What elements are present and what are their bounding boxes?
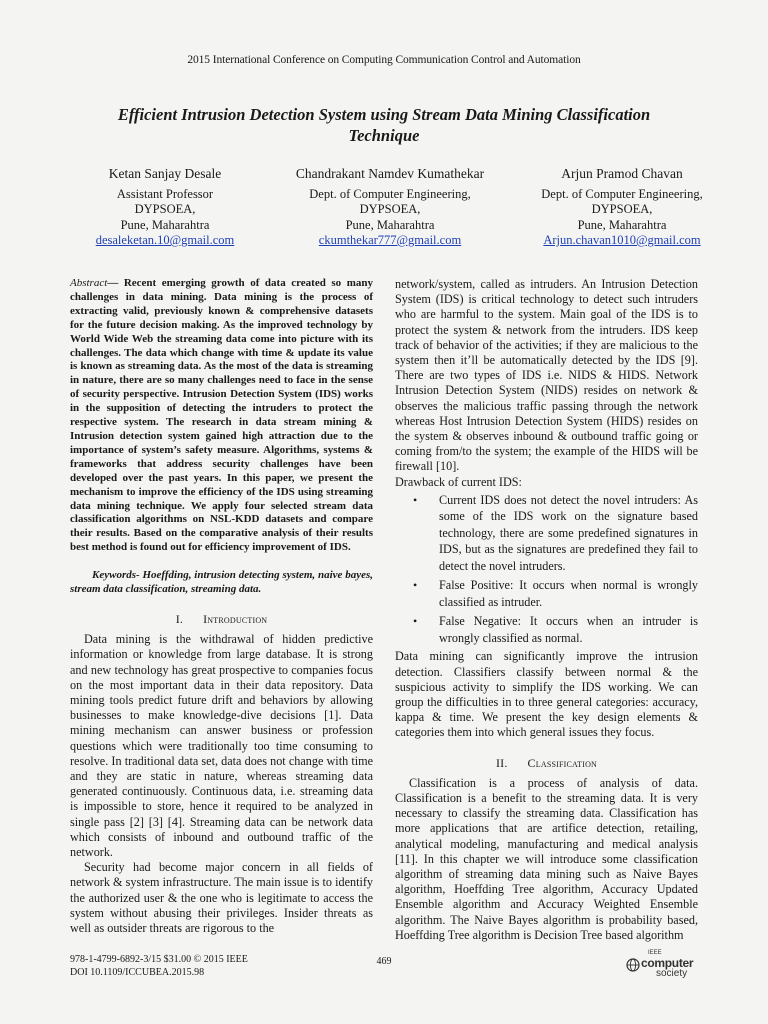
- author-email-link[interactable]: Arjun.chavan1010@gmail.com: [543, 233, 701, 247]
- section-title: Introduction: [203, 611, 268, 626]
- section-heading-classification: [395, 756, 698, 771]
- drawback-heading: Drawback of current IDS:: [395, 474, 522, 489]
- intro-paragraph-2: Security had become major concern in all fields of network & system infrastructure. The main issue is to identify the authorized user & the one who is legitimate to access the system without abusing their privileges. Insider threats as well as outsider threats are rigorous to the: [70, 860, 373, 935]
- logo-main-text: computer: [641, 956, 694, 970]
- page-number: 469: [376, 956, 392, 967]
- classification-paragraph-1: Classification is a process of analysis of data. Classification is a benefit to the streaming data. It is very necessary to classify the streaming data. Classification has more applications that are artifice detection, retailing, analytical modeling, manufacturing and medical analysis [11]. In this chapter we will introduce some classification algorithm of streaming data mining such as Naive Bayes algorithm, Hoeffding Tree algorithm, Accuracy Updated Ensemble algorithm and Accuracy Weighted Ensemble algorithm. The Naive Bayes algorithm is probability based, Hoeffding Tree algorithm is Decision Tree based algorithm: [395, 775, 698, 942]
- globe-icon: [626, 958, 640, 972]
- footer-isbn: 978-1-4799-6892-3/15 $31.00 © 2015 IEEE: [70, 954, 248, 965]
- author-name: Arjun Pramod Chavan: [561, 166, 683, 181]
- section-title: Classification: [527, 755, 598, 770]
- author-name: Chandrakant Namdev Kumathekar: [295, 166, 485, 181]
- list-item: [413, 492, 698, 575]
- author-city: Pune, Maharahtra: [577, 217, 667, 232]
- author-role: Assistant Professor: [116, 186, 214, 201]
- author-1: [45, 166, 285, 249]
- author-org: DYPSOEA,: [359, 202, 421, 216]
- list-item: [413, 577, 698, 610]
- intro-paragraph-1: Data mining is the withdrawal of hidden predictive information or knowledge from large database. It is strong and new technology has great prospective to companies focus on the most important data in their data repository. Data mining tools predict future drift and behaviors by allowing businesses to make knowledge-dive decisions [1]. Data mining mechanism can answer business or profession questions which were traditionally too time consuming to resolve. In traditional data set, data does not change with time and they are static in nature, whereas streaming data generated continuously. Continuous data, i.e. streaming data is impossible to store, hence it required to be analyzed in single pass [2] [3] [4]. Streaming data can be network data which consists of inbound and outbound traffic of the network.: [70, 632, 373, 859]
- list-item-text: False Positive: It occurs when normal is wrongly classified as intruder.: [439, 578, 698, 609]
- abstract: [70, 277, 373, 555]
- author-org: DYPSOEA,: [134, 202, 196, 216]
- bullet-icon: •: [413, 492, 418, 507]
- author-org: DYPSOEA,: [591, 202, 653, 216]
- keywords: Keywords- Hoeffding, intrusion detecting system, naive bayes, stream data classification, streaming data.: [70, 569, 373, 596]
- paper-title: Efficient Intrusion Detection System using Stream Data Mining Classification Technique: [117, 105, 651, 145]
- author-block: [40, 166, 740, 251]
- author-2: [262, 166, 518, 249]
- left-column: [70, 277, 373, 936]
- intro-paragraph-3: network/system, called as intruders. An Intrusion Detection System (IDS) is critical technology to detect such intruders who are harmful to the system. Main goal of the IDS is to protect the system & network from the intruders. IDS keep track of behavior of the activities; if they are malicious to the system then it’ll be automatically detected by the IDS [9]. There are two types of IDS i.e. NIDS & HIDS. Network Intrusion Detection System (NIDS) resides on network & observes the malicious traffic passing through the network whereas Host Intrusion Detection System (HIDS) resides on the system & observes inbound & outbound traffic going or coming from/to the system; the example of the HIDS will be firewall [10].: [395, 277, 698, 474]
- abstract-lead: Abstract: [70, 277, 108, 289]
- conference-header: 2015 International Conference on Computing Communication Control and Automation: [187, 54, 581, 66]
- logo-ieee-text: IEEE: [648, 950, 662, 956]
- list-item-text: Current IDS does not detect the novel intruders: As some of the IDS work on the signature based technology, there are some predefined signatures in IDS, but as the signatures are predefined they fail to detect the novel intruders.: [439, 492, 698, 573]
- ieee-computer-society-logo: [626, 950, 706, 982]
- author-city: Pune, Maharahtra: [345, 217, 435, 232]
- author-email-link[interactable]: desaleketan.10@gmail.com: [95, 233, 235, 247]
- bullet-icon: •: [413, 614, 418, 629]
- right-column: [395, 277, 698, 943]
- section-heading-introduction: [70, 612, 373, 627]
- section-number: I.: [175, 611, 184, 626]
- abstract-text: — Recent emerging growth of data created so many challenges in data mining. Data mining is the process of extracting valid, previously known & comprehensive datasets for the future decision making. As the improved technology by World Wide Web the streaming data come into picture with its challenges. The data which change with time & update its value is known as streaming data. As the most of the data is streaming in nature, there are so many challenges need to face in the sense of security perspective. Intrusion Detection System (IDS) works in the supposition of detecting the intruders to protect the respective system. The research in data stream mining & Intrusion detection system gained high attraction due to the importance of system’s safety measure. Algorithms, systems & frameworks that address security challenges have been developed over the past years. In this paper, we present the mechanism to improve the efficiency of the IDS using streaming data mining technique. We apply four selected stream data classification algorithms on NSL-KDD datasets and compare their results. Based on the comparative analysis of their results best method is found out for efficiency improvement of IDS.: [70, 277, 373, 554]
- intro-paragraph-4: Data mining can significantly improve the intrusion detection. Classifiers classify between normal & the suspicious activity to simplify the IDS working. We can group the difficulties in to three general categories: accuracy, kappa & time. We present the key design elements & categories them into which general issues they focus.: [395, 649, 698, 740]
- drawback-list: [395, 492, 698, 647]
- author-name: Ketan Sanjay Desale: [108, 166, 222, 181]
- footer-doi: DOI 10.1109/ICCUBEA.2015.98: [70, 966, 205, 978]
- author-3: [502, 166, 742, 249]
- author-role: Dept. of Computer Engineering,: [309, 186, 471, 201]
- bullet-icon: •: [413, 578, 418, 593]
- author-email-link[interactable]: ckumthekar777@gmail.com: [318, 233, 462, 247]
- list-item-text: False Negative: It occurs when an intruder is wrongly classified as normal.: [439, 614, 698, 645]
- list-item: [413, 613, 698, 646]
- logo-sub-text: society: [656, 968, 688, 979]
- author-city: Pune, Maharahtra: [120, 217, 210, 232]
- author-role: Dept. of Computer Engineering,: [541, 186, 703, 201]
- section-number: II.: [495, 755, 508, 770]
